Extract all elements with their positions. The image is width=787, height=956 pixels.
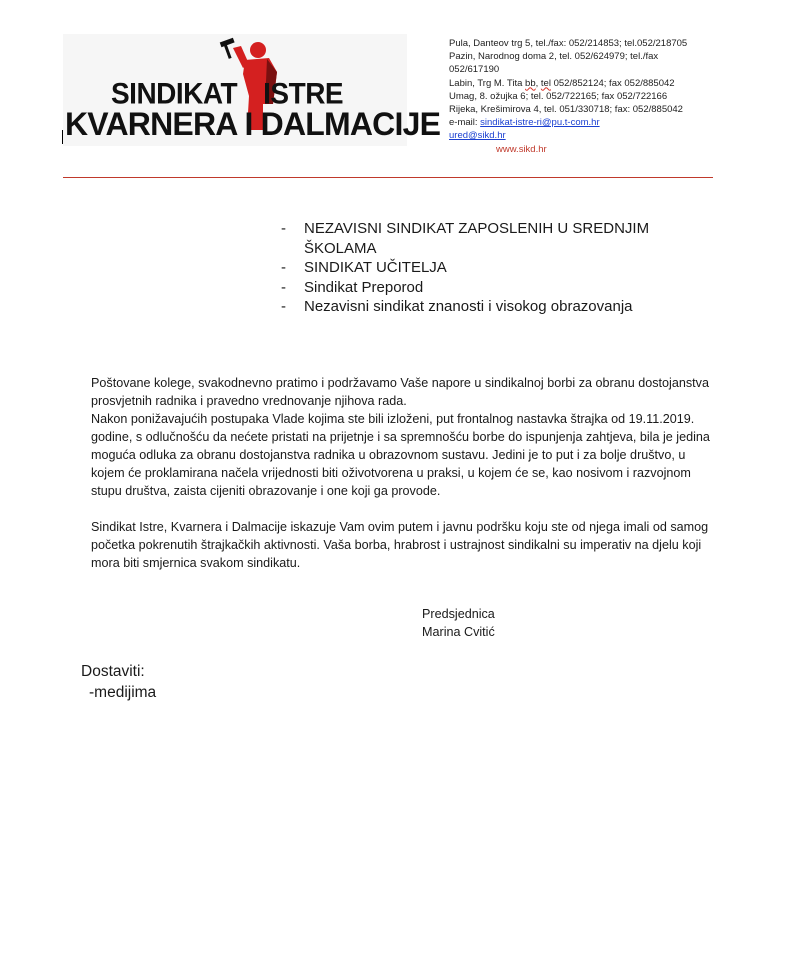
header-divider (63, 177, 713, 178)
contact-line: 052/617190 (449, 64, 500, 76)
delivery-label: Dostaviti: (81, 663, 145, 680)
letter-paragraph-1: Poštovane kolege, svakodnevno pratimo i podržavamo Vaše napore u sindikalnoj borbi za obranu dostojanstva prosvjetnih radnika i pravedno vrednovanje njihova rada. (91, 376, 709, 408)
email-link-1[interactable]: sindikat-istre-ri@pu.t-com.hr (480, 117, 600, 129)
contact-line: Umag, 8. ožujka 6; tel. 052/722165; fax 052/722166 (449, 90, 668, 102)
logo-text-line1: SINDIKAT ISTRE (111, 77, 344, 110)
contact-line-labin: Labin, Trg M. Tita bb, tel 052/852124; fax 052/885042 (449, 77, 675, 89)
delivery-block (81, 661, 156, 703)
recipients-list (281, 219, 701, 317)
website-text: www.sikd.hr (496, 143, 547, 155)
contact-email-line-2 (449, 129, 719, 142)
logo-text-line2: KVARNERA I DALMACIJE (65, 106, 441, 142)
delivery-item: -medijima (89, 684, 157, 701)
email-link-2[interactable]: ured@sikd.hr (449, 130, 506, 142)
contact-line: Pula, Danteov trg 5, tel./fax: 052/214853; tel.052/218705 (449, 38, 688, 49)
list-item: - SINDIKAT UČITELJA (281, 258, 701, 278)
letter-paragraph-2: Nakon ponižavajućih postupaka Vlade kojima ste bili izloženi, put frontalnog nastavka štrajka od 19.11.2019. godine, s odlučnošću da nećete pristati na prijetnje i sa spremnošću borbe do ispunjenja zahtjeva, bila je jedina moguća odluka za obranu dostojanstva radnika u obrazovnom sustavu. Jedini je to put i za bolje društvo, u kojem će proklamirana načela vrijednosti biti oživotvorena u praksi, u kojem će se, kao nosivom i razvojnom stupu društva, zaista cijeniti obrazovanje i one koji ga provode. (91, 412, 710, 498)
letter-body (91, 374, 721, 572)
list-item: - NEZAVISNI SINDIKAT ZAPOSLENIH U SREDNJIM ŠKOLAMA (281, 219, 701, 258)
signature-block (422, 605, 495, 641)
contact-email-line: e-mail: sindikat-istre-ri@pu.t-com.hr (449, 117, 600, 129)
list-item: - Sindikat Preporod (281, 278, 701, 298)
signature-title: Predsjednica (422, 607, 495, 621)
contact-line: Rijeka, Krešimirova 4, tel. 051/330718; fax: 052/885042 (449, 104, 683, 116)
list-item: - Nezavisni sindikat znanosti i visokog obrazovanja (281, 297, 701, 317)
contact-line: Pazin, Narodnog doma 2, tel. 052/624979; tel./fax (449, 51, 659, 63)
text-cursor (62, 130, 63, 144)
signature-name: Marina Cvitić (422, 625, 495, 639)
union-logo (63, 34, 441, 146)
contact-block (449, 37, 719, 156)
letter-paragraph-3: Sindikat Istre, Kvarnera i Dalmacije iskazuje Vam ovim putem i javnu podršku koju ste od njega imali od samog početka pokrenutih štrajkačkih aktivnosti. Vaša borba, hrabrost i ustrajnost sindikalni su imperativ na djelu koji mora biti smjernica svakom sindikatu. (91, 520, 709, 570)
